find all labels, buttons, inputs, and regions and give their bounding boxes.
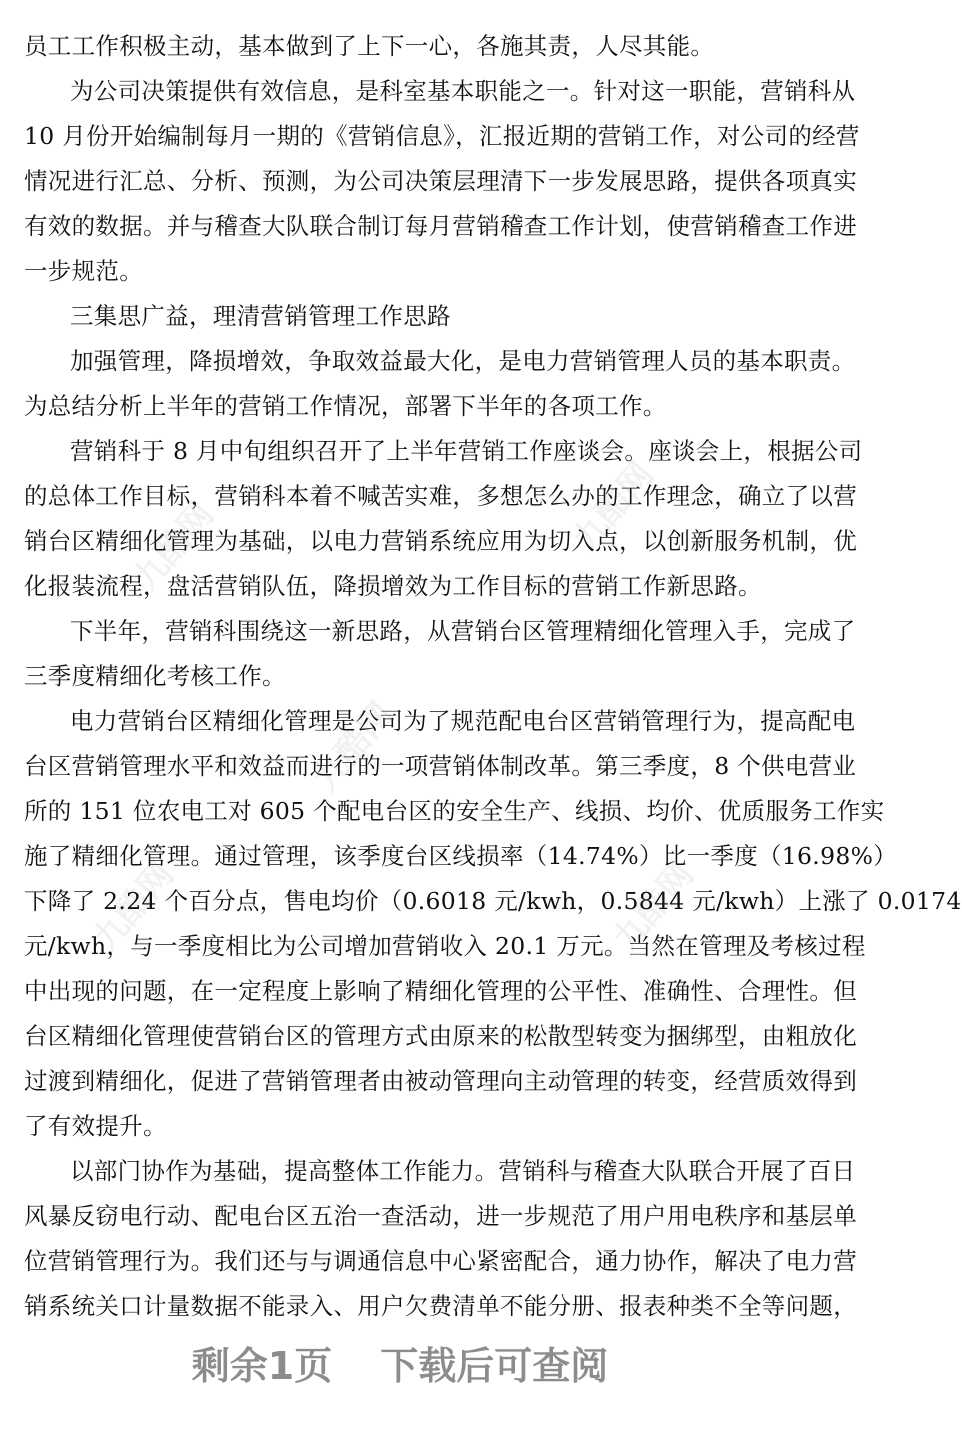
paragraph-line: 风暴反窃电行动、配电台区五治一查活动，进一步规范了用户用电秩序和基层单 bbox=[24, 1202, 857, 1230]
section-heading: 三集思广益，理清营销管理工作思路 bbox=[70, 302, 451, 330]
watermark: 九酷网 bbox=[85, 854, 182, 959]
paragraph-line: 营销科于 8 月中旬组织召开了上半年营销工作座谈会。座谈会上，根据公司 bbox=[70, 437, 863, 465]
paragraph-line: 中出现的问题，在一定程度上影响了精细化管理的公平性、准确性、合理性。但 bbox=[24, 977, 857, 1005]
paragraph-line: 下降了 2.24 个百分点，售电均价（0.6018 元/kwh，0.5844 元/kwh）上涨了 0.0174 bbox=[24, 887, 962, 915]
paragraph-line: 销系统关口计量数据不能录入、用户欠费清单不能分册、报表种类不全等问题， bbox=[24, 1292, 857, 1320]
paragraph-line: 所的 151 位农电工对 605 个配电台区的安全生产、线损、均价、优质服务工作实 bbox=[24, 797, 885, 825]
paragraph-line: 位营销管理行为。我们还与与调通信息中心紧密配合，通力协作，解决了电力营 bbox=[24, 1247, 857, 1275]
watermark: 九酷网 bbox=[305, 694, 402, 799]
watermark: 九酷网 bbox=[605, 854, 702, 959]
paragraph-line: 以部门协作为基础，提高整体工作能力。营销科与稽查大队联合开展了百日 bbox=[70, 1157, 856, 1185]
paragraph-line: 员工工作积极主动，基本做到了上下一心，各施其责，人尽其能。 bbox=[24, 32, 715, 60]
paragraph-line: 销台区精细化管理为基础，以电力营销系统应用为切入点，以创新服务机制，优 bbox=[24, 527, 857, 555]
paragraph-line: 为总结分析上半年的营销工作情况，部署下半年的各项工作。 bbox=[24, 392, 667, 420]
paragraph-line: 情况进行汇总、分析、预测，为公司决策层理清下一步发展思路，提供各项真实 bbox=[24, 167, 857, 195]
paragraph-line: 一步规范。 bbox=[24, 257, 143, 285]
watermark: 九酷网 bbox=[125, 494, 222, 599]
paragraph-line: 台区营销管理水平和效益而进行的一项营销体制改革。第三季度，8 个供电营业 bbox=[24, 752, 857, 780]
paragraph-line: 10 月份开始编制每月一期的《营销信息》，汇报近期的营销工作，对公司的经营 bbox=[24, 122, 860, 150]
paragraph-line: 化报装流程，盘活营销队伍，降损增效为工作目标的营销工作新思路。 bbox=[24, 572, 762, 600]
download-banner[interactable] bbox=[0, 1334, 800, 1398]
paragraph-line: 的总体工作目标，营销科本着不喊苦实难，多想怎么办的工作理念，确立了以营 bbox=[24, 482, 857, 510]
paragraph-line: 电力营销台区精细化管理是公司为了规范配电台区营销管理行为，提高配电 bbox=[70, 707, 856, 735]
paragraph-line: 加强管理，降损增效，争取效益最大化，是电力营销管理人员的基本职责。 bbox=[70, 347, 856, 375]
download-hint-label: 下载后可查阅 bbox=[380, 1344, 609, 1388]
watermark: 九酷网 bbox=[565, 454, 662, 559]
paragraph-line: 了有效提升。 bbox=[24, 1112, 167, 1140]
paragraph-line: 过渡到精细化，促进了营销管理者由被动管理向主动管理的转变，经营质效得到 bbox=[24, 1067, 857, 1095]
paragraph-line: 台区精细化管理使营销台区的管理方式由原来的松散型转变为捆绑型，由粗放化 bbox=[24, 1022, 857, 1050]
remaining-pages-label: 剩余1页 bbox=[191, 1344, 333, 1388]
paragraph-line: 施了精细化管理。通过管理，该季度台区线损率（14.74%）比一季度（16.98%） bbox=[24, 842, 898, 870]
paragraph-line: 下半年，营销科围绕这一新思路，从营销台区管理精细化管理入手，完成了 bbox=[70, 617, 856, 645]
paragraph-line: 三季度精细化考核工作。 bbox=[24, 662, 286, 690]
paragraph-line: 元/kwh，与一季度相比为公司增加营销收入 20.1 万元。当然在管理及考核过程 bbox=[24, 932, 866, 960]
paragraph-line: 有效的数据。并与稽查大队联合制订每月营销稽查工作计划，使营销稽查工作进 bbox=[24, 212, 857, 240]
paragraph-line: 为公司决策提供有效信息，是科室基本职能之一。针对这一职能，营销科从 bbox=[70, 77, 856, 105]
